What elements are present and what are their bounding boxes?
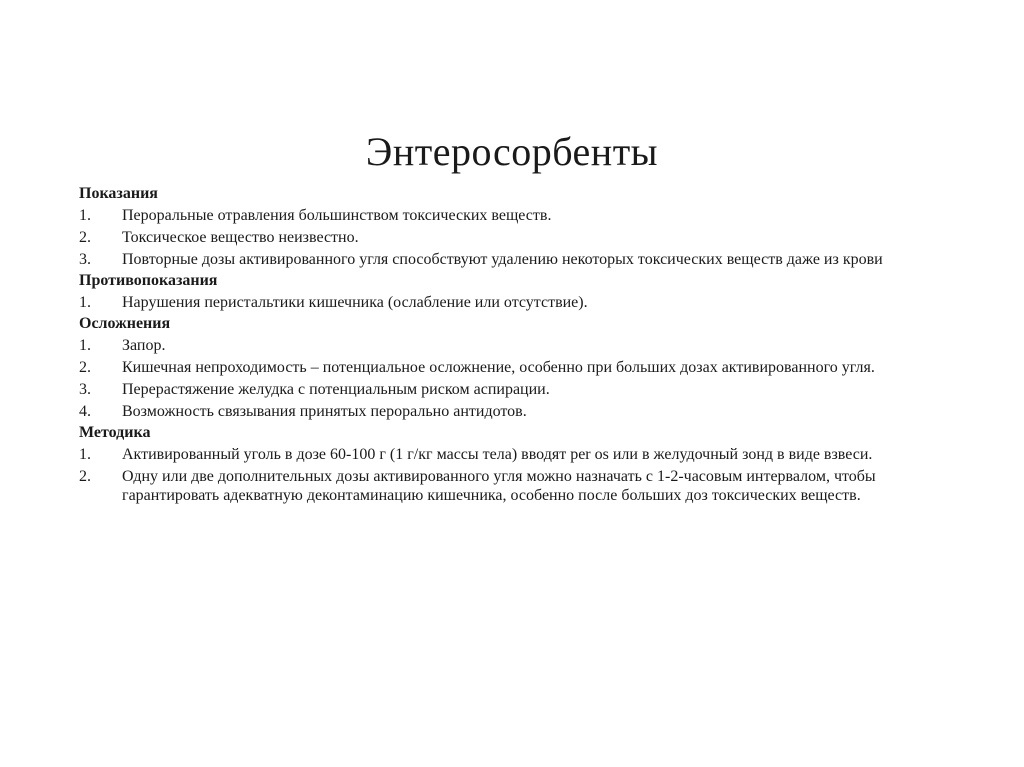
list-item: [79, 206, 959, 225]
list-item: [79, 467, 959, 505]
list-item-text: Повторные дозы активированного угля способствуют удалению некоторых токсических веществ даже из крови: [122, 251, 883, 268]
list-item: [79, 293, 959, 312]
list-item-number: 3.: [79, 251, 91, 268]
slide-title: Энтеросорбенты: [365, 129, 659, 174]
list-item-text: Токсическое вещество неизвестно.: [122, 229, 359, 246]
list-item-text: Одну или две дополнительных дозы активированного угля можно назначать с 1-2-часовым интервалом, чтобы гарантировать адекватную деконтаминацию кишечника, особенно после больших доз токсических веществ.: [122, 468, 876, 504]
section-indications: [79, 184, 959, 269]
list-item-number: 2.: [79, 468, 91, 485]
list-item-number: 4.: [79, 403, 91, 420]
list-item: [79, 445, 959, 464]
list-item: [79, 358, 959, 377]
list-item: [79, 250, 959, 269]
list-item-text: Перерастяжение желудка с потенциальным риском аспирации.: [122, 381, 550, 398]
list-item-text: Пероральные отравления большинством токсических веществ.: [122, 207, 552, 224]
list-item: [79, 380, 959, 399]
list-item-text: Возможность связывания принятых перорально антидотов.: [122, 403, 527, 420]
section-method: [79, 423, 959, 505]
list-item-text: Активированный уголь в дозе 60-100 г (1 г/кг массы тела) вводят per os или в желудочный зонд в виде взвеси.: [122, 446, 873, 463]
section-complications: [79, 314, 959, 421]
list-item: [79, 402, 959, 421]
section-heading: Противопоказания: [79, 272, 218, 289]
list-item-number: 1.: [79, 294, 91, 311]
list-item-number: 1.: [79, 446, 91, 463]
list-item-number: 2.: [79, 359, 91, 376]
list-item-number: 1.: [79, 337, 91, 354]
list-item: [79, 336, 959, 355]
slide-content: [79, 184, 959, 507]
list-item-number: 3.: [79, 381, 91, 398]
section-heading: Осложнения: [79, 315, 171, 332]
section-contraindications: [79, 271, 959, 312]
list-item-text: Нарушения перистальтики кишечника (ослабление или отсутствие).: [122, 294, 588, 311]
list-item-number: 1.: [79, 207, 91, 224]
list-item-text: Кишечная непроходимость – потенциальное осложнение, особенно при больших дозах активированного угля.: [122, 359, 875, 376]
section-heading: Показания: [79, 185, 158, 202]
list-item-number: 2.: [79, 229, 91, 246]
list-item-text: Запор.: [122, 337, 166, 354]
list-item: [79, 228, 959, 247]
section-heading: Методика: [79, 424, 151, 441]
